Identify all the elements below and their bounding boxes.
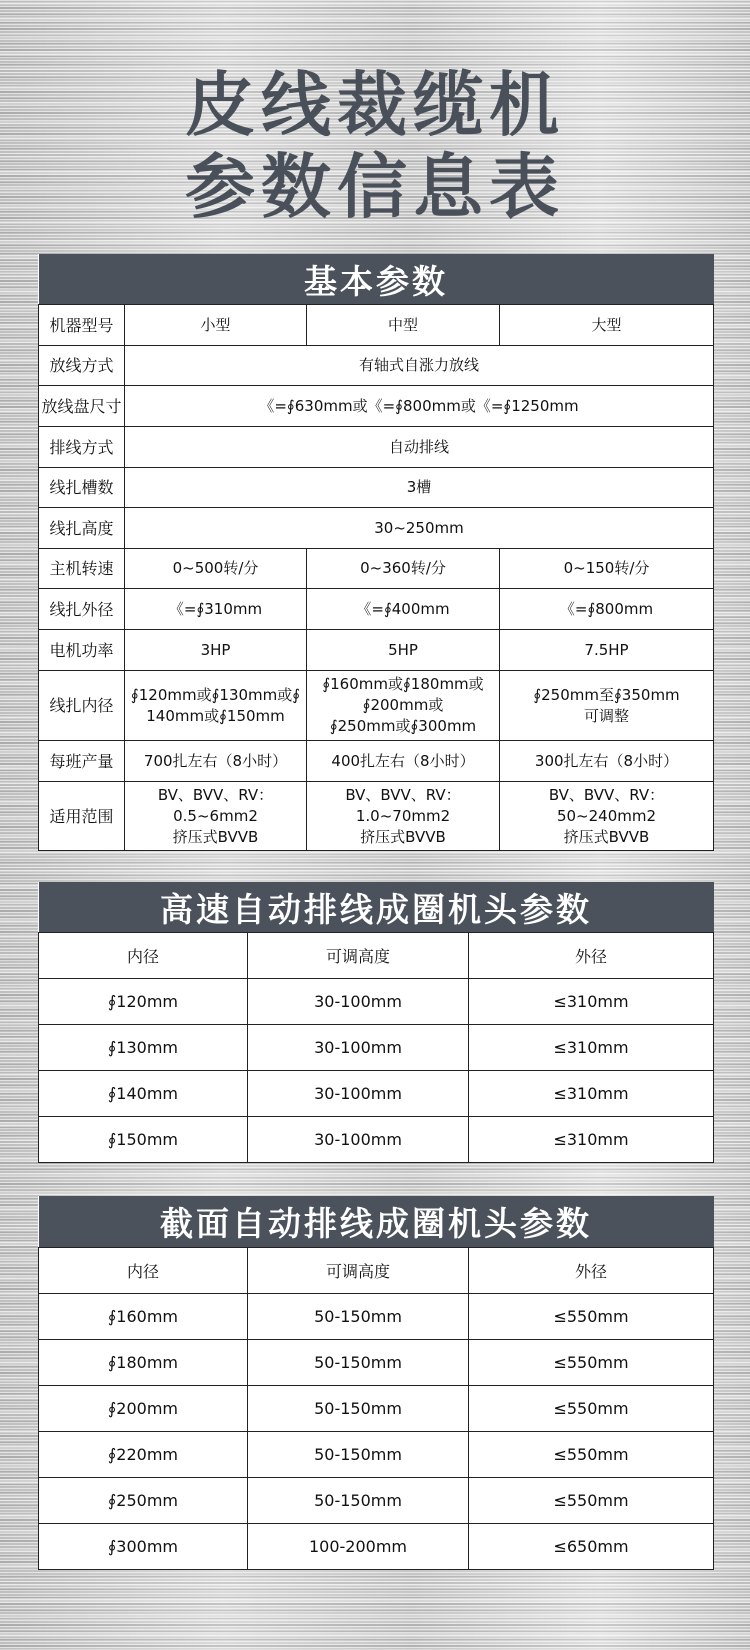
cell-line: 挤压式BVVB [172,827,259,846]
table-row [39,427,714,468]
table-row [39,630,714,671]
high-speed-head-table [38,882,714,1163]
table-row [39,346,714,386]
cell-inner-dia: ∮150mm [39,1117,248,1163]
cell-value: 7.5HP [500,630,714,671]
col-header-outer-dia: 外径 [469,1248,714,1294]
section-head-header: 截面自动排线成圈机头参数 [39,1196,714,1248]
table-row [39,589,714,630]
cell-value [500,782,714,851]
cell-value [307,671,500,741]
cell-line: ∮250mm至∮350mm [533,685,680,704]
cell-value: 3HP [125,630,307,671]
cell-line: 140mm或∮150mm [146,706,285,725]
cell-outer-dia: ≤550mm [469,1294,714,1340]
high-speed-head-header: 高速自动排线成圈机头参数 [39,882,714,933]
cell-height: 30-100mm [248,1117,469,1163]
cell-outer-dia: ≤310mm [469,1117,714,1163]
table-row [39,1071,714,1117]
col-header-inner-dia: 内径 [39,1248,248,1294]
cell-value: 《=∮800mm [500,589,714,630]
cell-line: BV、BVV、RV：50~240mm2 [548,785,665,825]
cell-height: 30-100mm [248,1071,469,1117]
cell-value: 有轴式自涨力放线 [125,346,714,386]
page-title-line-2: 参数信息表 [185,146,565,228]
cell-line: BV、BVV、RV： [345,785,461,804]
cell-line: ∮200mm或 [362,696,444,714]
section-head-table [38,1196,714,1570]
page-title-line-1: 皮线裁缆机 [185,64,565,146]
cell-outer-dia: ≤550mm [469,1386,714,1432]
cell-value: 《=∮310mm [125,589,307,630]
table-row [39,1294,714,1340]
cell-inner-dia: ∮250mm [39,1478,248,1524]
row-label: 机器型号 [39,305,125,346]
cell-outer-dia: ≤310mm [469,979,714,1025]
col-header-small: 小型 [125,305,307,346]
row-label: 适用范围 [39,782,125,851]
table-row [39,1478,714,1524]
cell-height: 30-100mm [248,1025,469,1071]
cell-outer-dia: ≤550mm [469,1478,714,1524]
row-label: 排线方式 [39,427,125,468]
table-row [39,979,714,1025]
cell-inner-dia: ∮220mm [39,1432,248,1478]
cell-outer-dia: ≤550mm [469,1340,714,1386]
cell-value: 《=∮400mm [307,589,500,630]
table-row [39,741,714,782]
cell-outer-dia: ≤650mm [469,1524,714,1570]
cell-height: 50-150mm [248,1340,469,1386]
cell-outer-dia: ≤550mm [469,1432,714,1478]
cell-inner-dia: ∮300mm [39,1524,248,1570]
cell-line: 1.0~70mm2 [355,806,451,825]
cell-height: 30-100mm [248,979,469,1025]
table-row [39,782,714,851]
cell-value [500,671,714,741]
cell-value [125,782,307,851]
cell-inner-dia: ∮120mm [39,979,248,1025]
cell-line: 0.5~6mm2 [173,806,258,825]
cell-inner-dia: ∮130mm [39,1025,248,1071]
cell-value: 0~360转/分 [307,549,500,589]
col-header-large: 大型 [500,305,714,346]
col-header-outer-dia: 外径 [469,933,714,979]
col-header-height: 可调高度 [248,1248,469,1294]
cell-inner-dia: ∮200mm [39,1386,248,1432]
cell-inner-dia: ∮180mm [39,1340,248,1386]
table-row [39,1524,714,1570]
table-row [39,305,714,346]
cell-line: 挤压式BVVB [563,827,650,846]
table-row [39,671,714,741]
cell-value: 30~250mm [125,508,714,549]
cell-value: 400扎左右（8小时） [307,741,500,782]
col-header-medium: 中型 [307,305,500,346]
row-label: 每班产量 [39,741,125,782]
row-label: 线扎外径 [39,589,125,630]
row-label: 电机功率 [39,630,125,671]
cell-value [125,671,307,741]
cell-value: 《=∮630mm或《=∮800mm或《=∮1250mm [125,386,714,427]
cell-inner-dia: ∮140mm [39,1071,248,1117]
basic-params-header: 基本参数 [39,254,714,305]
cell-value: 0~500转/分 [125,549,307,589]
table-row [39,1025,714,1071]
table-row [39,1432,714,1478]
row-label: 主机转速 [39,549,125,589]
cell-height: 50-150mm [248,1294,469,1340]
cell-height: 50-150mm [248,1478,469,1524]
cell-line: 可调整 [583,706,629,725]
cell-inner-dia: ∮160mm [39,1294,248,1340]
table-row [39,386,714,427]
table-header-row [39,1248,714,1294]
col-header-height: 可调高度 [248,933,469,979]
cell-value [307,782,500,851]
cell-height: 50-150mm [248,1386,469,1432]
cell-value: 3槽 [125,468,714,508]
cell-height: 100-200mm [248,1524,469,1570]
table-row [39,1340,714,1386]
table-header-row [39,933,714,979]
row-label: 线扎高度 [39,508,125,549]
table-row [39,1117,714,1163]
basic-params-table [38,254,714,851]
cell-value: 300扎左右（8小时） [500,741,714,782]
cell-line: ∮160mm或∮180mm或 [322,675,484,693]
table-row [39,508,714,549]
cell-height: 50-150mm [248,1432,469,1478]
row-label: 线扎内径 [39,671,125,741]
cell-line: BV、BVV、RV： [157,785,274,804]
cell-line: ∮120mm或∮130mm或∮ [130,685,301,704]
table-row [39,468,714,508]
cell-outer-dia: ≤310mm [469,1025,714,1071]
cell-value: 5HP [307,630,500,671]
row-label: 放线盘尺寸 [39,386,125,427]
cell-value: 700扎左右（8小时） [125,741,307,782]
row-label: 放线方式 [39,346,125,386]
table-row [39,1386,714,1432]
col-header-inner-dia: 内径 [39,933,248,979]
cell-value: 自动排线 [125,427,714,468]
row-label: 线扎槽数 [39,468,125,508]
cell-outer-dia: ≤310mm [469,1071,714,1117]
cell-line: ∮250mm或∮300mm [329,717,477,735]
cell-line: 挤压式BVVB [360,827,446,846]
cell-value: 0~150转/分 [500,549,714,589]
table-row [39,549,714,589]
